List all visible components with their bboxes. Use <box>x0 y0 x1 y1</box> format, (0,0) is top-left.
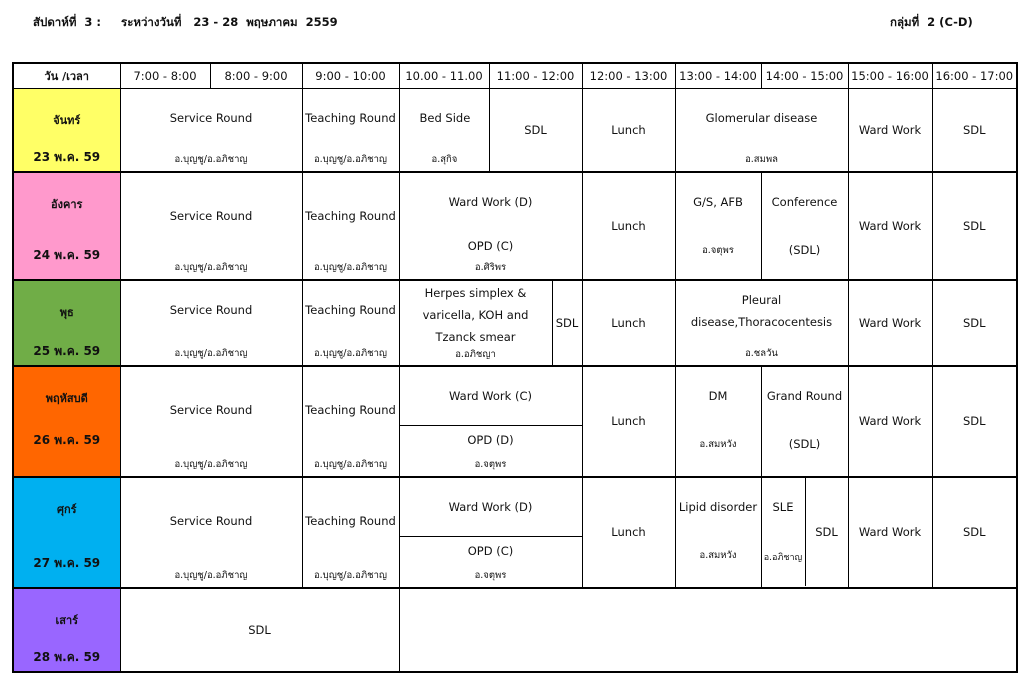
day-name: ศุกร์ <box>56 502 77 516</box>
opd-c-label: OPD (C) <box>467 238 514 253</box>
ward-work-d-box <box>400 478 582 537</box>
gs-afb-label: G/S, AFB <box>693 194 743 209</box>
teacher-label: อ.บุญชู/อ.อภิชาญ <box>313 261 388 273</box>
herpes-line-1: Herpes simplex & <box>424 285 527 300</box>
teacher-label: อ.ชลวัน <box>745 347 778 359</box>
day-name: อังคาร <box>51 197 83 211</box>
teacher-label: อ.บุญชู/อ.อภิชาญ <box>174 153 248 165</box>
teacher-label: อ.ศิริพร <box>474 261 507 273</box>
herpes-subtable <box>400 281 582 365</box>
sle-cell <box>762 478 806 586</box>
herpes-line-2: varicella, KOH and <box>422 307 529 322</box>
day-tuesday <box>13 172 120 280</box>
ward-work-d-label: Ward Work (D) <box>448 194 533 209</box>
lunch-cell: Lunch <box>582 366 675 477</box>
opd-d-label: OPD (D) <box>467 432 514 447</box>
lunch-cell: Lunch <box>582 89 675 172</box>
day-wednesday <box>13 280 120 366</box>
ward-work-cell: Ward Work <box>848 172 932 280</box>
teacher-label: อ.อภิชญา <box>455 348 496 360</box>
grand-round-label: Grand Round <box>766 388 843 403</box>
day-date: 26 พ.ค. 59 <box>33 432 101 447</box>
teaching-round-cell <box>302 172 399 280</box>
service-round-cell <box>120 366 302 477</box>
pleural-cell <box>675 280 848 366</box>
ward-work-d-label: Ward Work (D) <box>448 499 533 514</box>
row-thursday <box>13 366 1017 477</box>
schedule-table <box>12 62 1018 673</box>
sle-subtable <box>762 478 848 586</box>
day-name: พุธ <box>59 305 74 319</box>
empty-area <box>399 588 1017 672</box>
day-name: จันทร์ <box>53 114 81 127</box>
ward-work-cell: Ward Work <box>848 477 932 588</box>
teaching-round-label: Teaching Round <box>305 302 396 317</box>
day-date: 28 พ.ค. 59 <box>33 649 101 664</box>
header-row <box>13 63 1017 89</box>
col-0800: 8:00 - 9:00 <box>210 63 302 89</box>
lipid-label: Lipid disorder <box>678 499 758 514</box>
opd-c-box <box>400 537 582 587</box>
teaching-round-label: Teaching Round <box>305 402 396 417</box>
sle-label: SLE <box>772 500 794 514</box>
teaching-round-cell <box>302 477 399 588</box>
day-monday <box>13 89 120 172</box>
day-name: พฤหัสบดี <box>45 391 88 405</box>
pleural-line-2: disease,Thoracocentesis <box>690 314 833 329</box>
pleural-line-1: Pleural <box>741 292 782 307</box>
teacher-label: อ.จตุพร <box>702 244 734 256</box>
sdl-cell: SDL <box>932 280 1017 366</box>
day-date: 23 พ.ค. 59 <box>33 149 101 164</box>
day-date: 27 พ.ค. 59 <box>33 555 101 570</box>
sdl-small-cell: SDL <box>555 315 579 330</box>
teacher-label: อ.สมหวัง <box>699 549 737 561</box>
service-round-cell <box>120 477 302 588</box>
teacher-label: อ.สุกิจ <box>431 153 458 165</box>
lunch-cell: Lunch <box>582 477 675 588</box>
glomerular-cell <box>675 89 848 172</box>
opd-c-label: OPD (C) <box>467 543 514 558</box>
teaching-round-cell <box>302 89 399 172</box>
bedside-cell <box>399 89 489 172</box>
lunch-cell: Lunch <box>582 280 675 366</box>
day-date: 24 พ.ค. 59 <box>33 247 101 262</box>
glomerular-label: Glomerular disease <box>705 111 818 125</box>
gs-afb-cell <box>675 172 761 280</box>
herpes-cell <box>400 281 553 365</box>
teacher-label: อ.จตุพร <box>474 458 507 470</box>
col-1100: 11:00 - 12:00 <box>489 63 582 89</box>
col-day-time: วัน /เวลา <box>13 63 120 89</box>
row-saturday <box>13 588 1017 672</box>
teacher-label: อ.สมพล <box>745 153 778 165</box>
col-1000: 10.00 - 11.00 <box>399 63 489 89</box>
sdl-cell: SDL <box>932 172 1017 280</box>
sle-group-cell <box>761 477 848 588</box>
teacher-label: อ.บุญชู/อ.อภิชาญ <box>313 347 388 359</box>
ward-work-c-box <box>400 367 582 426</box>
dm-label: DM <box>708 388 728 403</box>
sdl-cell: SDL <box>932 477 1017 588</box>
col-1400: 14:00 - 15:00 <box>761 63 848 89</box>
dm-cell <box>675 366 761 477</box>
col-1300: 13:00 - 14:00 <box>675 63 761 89</box>
ward-work-cell: Ward Work <box>848 280 932 366</box>
day-saturday <box>13 588 120 672</box>
day-name: เสาร์ <box>55 613 79 627</box>
service-round-cell <box>120 89 302 172</box>
herpes-line-3: Tzanck smear <box>435 329 516 344</box>
row-monday <box>13 89 1017 172</box>
conference-cell <box>761 172 848 280</box>
conference-label: Conference <box>771 194 838 209</box>
teacher-label: อ.สมหวัง <box>699 438 737 450</box>
teaching-round-label: Teaching Round <box>305 208 396 223</box>
row-wednesday <box>13 280 1017 366</box>
service-round-label: Service Round <box>169 402 253 417</box>
ward-work-cell: Ward Work <box>848 89 932 172</box>
service-round-label: Service Round <box>169 302 253 317</box>
service-round-label: Service Round <box>169 513 253 528</box>
teacher-label: อ.บุญชู/อ.อภิชาญ <box>313 458 388 470</box>
service-round-label: Service Round <box>169 208 253 223</box>
ward-work-cell: Ward Work <box>848 366 932 477</box>
teaching-round-cell <box>302 280 399 366</box>
ward-opd-cell <box>399 172 582 280</box>
day-date: 25 พ.ค. 59 <box>33 343 101 358</box>
grand-round-sdl-label: (SDL) <box>788 436 821 451</box>
sdl-cell: SDL <box>120 588 399 672</box>
sdl-cell: SDL <box>932 366 1017 477</box>
opd-d-box <box>400 426 582 476</box>
ward-work-c-label: Ward Work (C) <box>449 388 532 403</box>
sdl-cell: SDL <box>489 89 582 172</box>
col-1500: 15:00 - 16:00 <box>848 63 932 89</box>
sdl-cell: SDL <box>932 89 1017 172</box>
row-tuesday <box>13 172 1017 280</box>
col-0700: 7:00 - 8:00 <box>120 63 210 89</box>
row-friday <box>13 477 1017 588</box>
teacher-label: อ.บุญชู/อ.อภิชาญ <box>174 261 248 273</box>
teaching-round-label: Teaching Round <box>305 513 396 528</box>
teacher-label: อ.บุญชู/อ.อภิชาญ <box>174 569 248 581</box>
group-label: กลุ่มที่ 2 (C-D) <box>890 15 973 29</box>
service-round-cell <box>120 280 302 366</box>
col-1600: 16:00 - 17:00 <box>932 63 1017 89</box>
teaching-round-label: Teaching Round <box>305 111 396 125</box>
grand-round-cell <box>761 366 848 477</box>
teacher-label: อ.บุญชู/อ.อภิชาญ <box>174 347 248 359</box>
teacher-label: อ.บุญชู/อ.อภิชาญ <box>313 153 388 165</box>
col-1200: 12:00 - 13:00 <box>582 63 675 89</box>
ward-opd-cell <box>399 477 582 588</box>
teacher-label: อ.อภิชาญ <box>763 553 803 563</box>
service-round-cell <box>120 172 302 280</box>
lipid-cell <box>675 477 761 588</box>
bedside-label: Bed Side <box>419 111 471 125</box>
week-label: สัปดาห์ที่ 3 : ระหว่างวันที่ 23 - 28 พฤษภาคม 2559 <box>33 15 338 29</box>
sdl-small-cell: SDL <box>815 525 838 539</box>
teacher-label: อ.บุญชู/อ.อภิชาญ <box>174 458 248 470</box>
day-thursday <box>13 366 120 477</box>
teacher-label: อ.บุญชู/อ.อภิชาญ <box>313 569 388 581</box>
day-friday <box>13 477 120 588</box>
teacher-label: อ.จตุพร <box>474 569 507 581</box>
service-round-label: Service Round <box>169 111 253 125</box>
teaching-round-cell <box>302 366 399 477</box>
col-0900: 9:00 - 10:00 <box>302 63 399 89</box>
conference-sdl-label: (SDL) <box>788 242 821 257</box>
lunch-cell: Lunch <box>582 172 675 280</box>
ward-opd-cell <box>399 366 582 477</box>
herpes-group-cell <box>399 280 582 366</box>
